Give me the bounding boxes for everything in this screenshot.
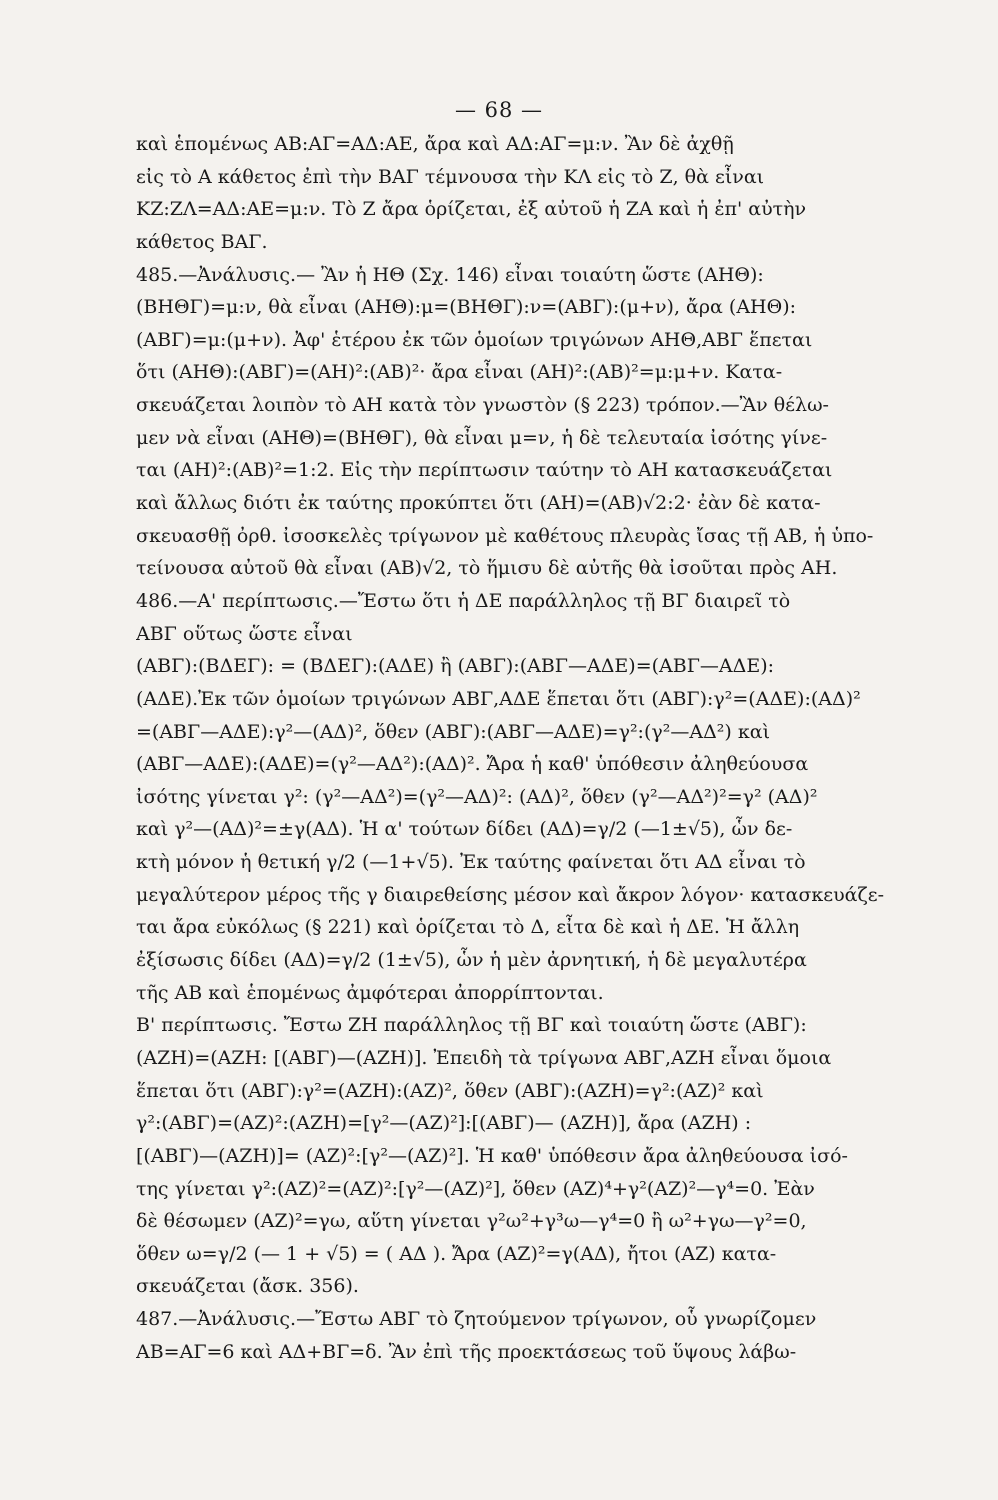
text-line: ται ἄρα εὐκόλως (§ 221) καὶ ὁρίζεται τὸ Δ, εἶτα δὲ καὶ ἡ ΔΕ. Ἡ ἄλλη	[136, 916, 800, 939]
text-line: σκευασθῇ ὀρθ. ἰσοσκελὲς τρίγωνον μὲ καθέτους πλευρὰς ἴσας τῇ ΑΒ, ἡ ὑπο-	[136, 524, 874, 547]
text-line: [(ΑΒΓ)—(ΑΖΗ)]= (ΑΖ)²:[γ²—(ΑΖ)²]. Ἡ καθ' ὑπόθεσιν ἄρα ἀληθεύουσα ἰσό-	[136, 1144, 848, 1167]
text-line: (ΑΖΗ)=(ΑΖΗ: [(ΑΒΓ)—(ΑΖΗ)]. Ἐπειδὴ τὰ τρίγωνα ΑΒΓ,ΑΖΗ εἶναι ὅμοια	[136, 1046, 832, 1069]
text-line: ΑΒ=ΑΓ=6 καὶ ΑΔ+ΒΓ=δ. Ἂν ἐπὶ τῆς προεκτάσεως τοῦ ὕψους λάβω-	[136, 1340, 797, 1363]
text-line: δὲ θέσωμεν (ΑΖ)²=γω, αὕτη γίνεται γ²ω²+γ³ω—γ⁴=0 ἢ ω²+γω—γ²=0,	[136, 1210, 807, 1233]
text-line: Β' περίπτωσις. Ἔστω ΖΗ παράλληλος τῇ ΒΓ καὶ τοιαύτη ὥστε (ΑΒΓ):	[136, 1014, 807, 1037]
text-line: σκευάζεται λοιπὸν τὸ ΑΗ κατὰ τὸν γνωστὸν (§ 223) τρόπον.—Ἂν θέλω-	[136, 394, 829, 417]
text-line: γ²:(ΑΒΓ)=(ΑΖ)²:(ΑΖΗ)=[γ²—(ΑΖ)²]:[(ΑΒΓ)— (ΑΖΗ)], ἄρα (ΑΖΗ) :	[136, 1112, 752, 1135]
text-line: (ΑΔΕ).Ἐκ τῶν ὁμοίων τριγώνων ΑΒΓ,ΑΔΕ ἕπεται ὅτι (ΑΒΓ):γ²=(ΑΔΕ):(ΑΔ)²	[136, 687, 861, 710]
text-line: ἰσότης γίνεται γ²: (γ²—ΑΔ²)=(γ²—ΑΔ)²: (ΑΔ)², ὅθεν (γ²—ΑΔ²)²=γ² (ΑΔ)²	[136, 785, 818, 808]
text-line: μεγαλύτερον μέρος τῆς γ διαιρεθείσης μέσον καὶ ἄκρον λόγον· κατασκευάζε-	[136, 883, 884, 906]
body-text	[136, 128, 884, 1368]
text-line: ται (ΑΗ)²:(ΑΒ)²=1:2. Εἰς τὴν περίπτωσιν ταύτην τὸ ΑΗ κατασκευάζεται	[136, 459, 833, 482]
text-line: ὅτι (ΑΗΘ):(ΑΒΓ)=(ΑΗ)²:(ΑΒ)²· ἄρα εἶναι (ΑΗ)²:(ΑΒ)²=μ:μ+ν. Κατα-	[136, 361, 783, 384]
text-line: τῆς ΑΒ καὶ ἑπομένως ἀμφότεραι ἀπορρίπτονται.	[136, 981, 604, 1004]
text-line: (ΑΒΓ—ΑΔΕ):(ΑΔΕ)=(γ²—ΑΔ²):(ΑΔ)². Ἄρα ἡ καθ' ὑπόθεσιν ἀληθεύουσα	[136, 753, 809, 776]
text-line: μεν νὰ εἶναι (ΑΗΘ)=(ΒΗΘΓ), θὰ εἶναι μ=ν, ἡ δὲ τελευταία ἰσότης γίνε-	[136, 426, 828, 449]
text-line: κτὴ μόνον ἡ θετική γ/2 (—1+√5). Ἐκ ταύτης φαίνεται ὅτι ΑΔ εἶναι τὸ	[136, 851, 806, 874]
text-line: σκευάζεται (ἄσκ. 356).	[136, 1275, 359, 1298]
page-number: — 68 —	[454, 98, 544, 122]
text-line: κάθετος ΒΑΓ.	[136, 230, 268, 253]
text-line: καὶ ἄλλως διότι ἐκ ταύτης προκύπτει ὅτι (ΑΗ)=(ΑΒ)√2:2· ἐὰν δὲ κατα-	[136, 492, 821, 515]
text-line: (ΒΗΘΓ)=μ:ν, θὰ εἶναι (ΑΗΘ):μ=(ΒΗΘΓ):ν=(ΑΒΓ):(μ+ν), ἄρα (ΑΗΘ):	[136, 296, 797, 319]
text-line: εἰς τὸ Α κάθετος ἐπὶ τὴν ΒΑΓ τέμνουσα τὴν ΚΛ εἰς τὸ Ζ, θὰ εἶναι	[136, 165, 765, 188]
text-line: ΚΖ:ΖΛ=ΑΔ:ΑΕ=μ:ν. Τὸ Ζ ἄρα ὁρίζεται, ἐξ αὐτοῦ ἡ ΖΑ καὶ ἡ ἐπ' αὐτὴν	[136, 198, 807, 221]
text-line: (ΑΒΓ):(ΒΔΕΓ): = (ΒΔΕΓ):(ΑΔΕ) ἢ (ΑΒΓ):(ΑΒΓ—ΑΔΕ)=(ΑΒΓ—ΑΔΕ):	[136, 655, 775, 678]
text-line: (ΑΒΓ)=μ:(μ+ν). Ἀφ' ἑτέρου ἐκ τῶν ὁμοίων τριγώνων ΑΗΘ,ΑΒΓ ἕπεται	[136, 328, 813, 351]
text-line: καὶ ἑπομένως ΑΒ:ΑΓ=ΑΔ:ΑΕ, ἄρα καὶ ΑΔ:ΑΓ=μ:ν. Ἂν δὲ ἀχθῇ	[136, 133, 734, 155]
text-line: καὶ γ²—(ΑΔ)²=±γ(ΑΔ). Ἡ α' τούτων δίδει (ΑΔ)=γ/2 (—1±√5), ὧν δε-	[136, 818, 793, 841]
text-line: 487.—Ἀνάλυσις.—Ἔστω ΑΒΓ τὸ ζητούμενον τρίγωνον, οὗ γνωρίζομεν	[136, 1308, 817, 1331]
text-line: της γίνεται γ²:(ΑΖ)²=(ΑΖ)²:[γ²—(ΑΖ)²], ὅθεν (ΑΖ)⁴+γ²(ΑΖ)²—γ⁴=0. Ἐὰν	[136, 1177, 815, 1200]
text-line: 486.—Α' περίπτωσις.—Ἔστω ὅτι ἡ ΔΕ παράλληλος τῇ ΒΓ διαιρεῖ τὸ	[136, 589, 791, 612]
text-line: =(ΑΒΓ—ΑΔΕ):γ²—(ΑΔ)², ὅθεν (ΑΒΓ):(ΑΒΓ—ΑΔΕ)=γ²:(γ²—ΑΔ²) καὶ	[136, 720, 771, 743]
text-line: ἐξίσωσις δίδει (ΑΔ)=γ/2 (1±√5), ὧν ἡ μὲν ἀρνητική, ἡ δὲ μεγαλυτέρα	[136, 949, 807, 972]
text-line: ἕπεται ὅτι (ΑΒΓ):γ²=(ΑΖΗ):(ΑΖ)², ὅθεν (ΑΒΓ):(ΑΖΗ)=γ²:(ΑΖ)² καὶ	[136, 1079, 764, 1102]
text-line: ὅθεν ω=γ/2 (— 1 + √5) = ( ΑΔ ). Ἄρα (ΑΖ)²=γ(ΑΔ), ἤτοι (ΑΖ) κατα-	[136, 1242, 777, 1265]
text-line: 485.—Ἀνάλυσις.— Ἂν ἡ ΗΘ (Σχ. 146) εἶναι τοιαύτη ὥστε (ΑΗΘ):	[136, 263, 764, 286]
text-line: τείνουσα αὐτοῦ θὰ εἶναι (ΑΒ)√2, τὸ ἥμισυ δὲ αὐτῆς θὰ ἰσοῦται πρὸς ΑΗ.	[136, 557, 838, 580]
text-line: ΑΒΓ οὕτως ὥστε εἶναι	[136, 622, 353, 645]
